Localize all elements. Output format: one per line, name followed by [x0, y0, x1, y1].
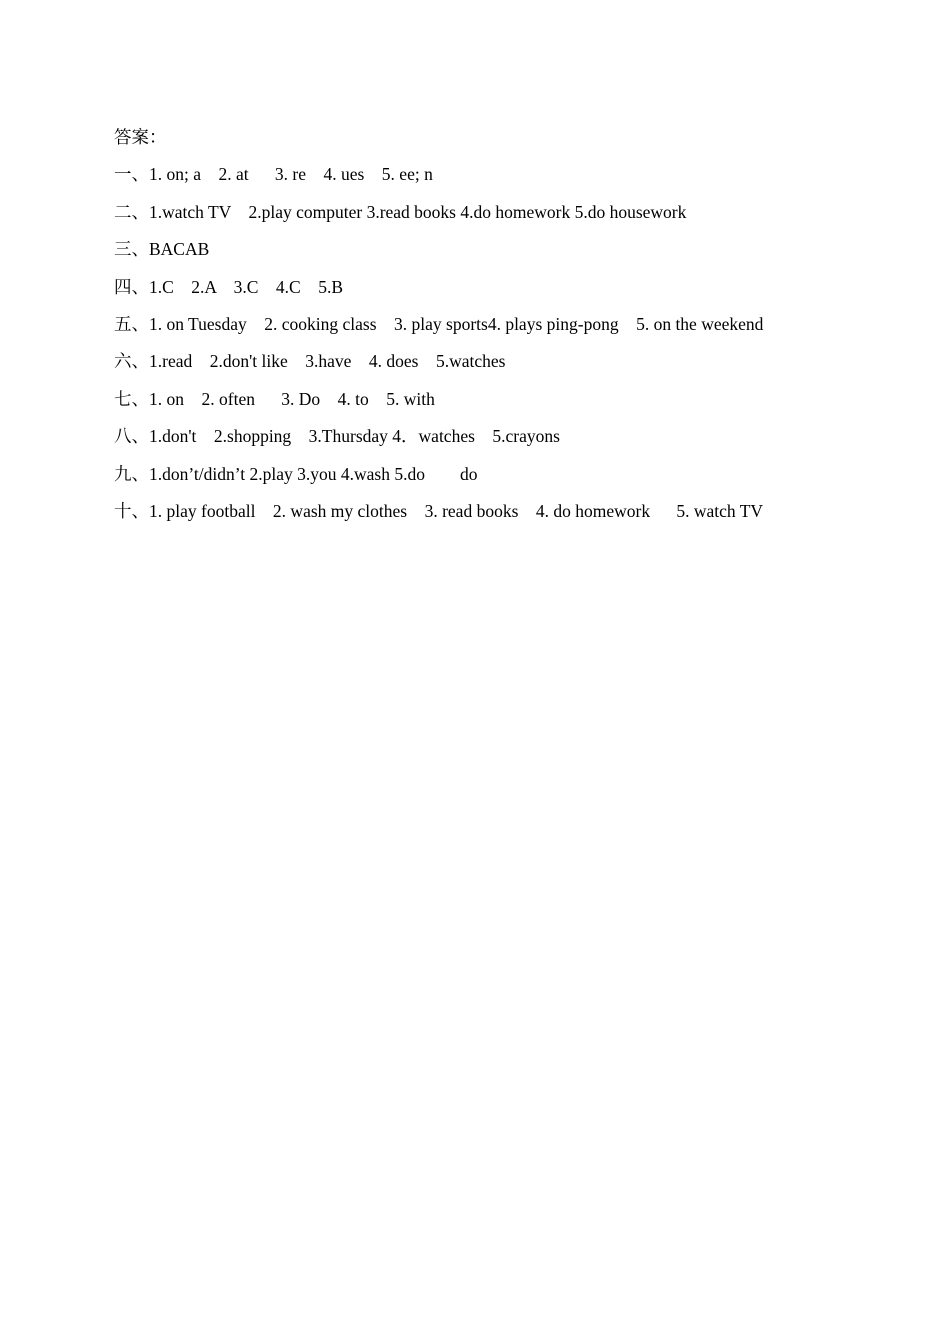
answer-line-8: 八、1.don't 2.shopping 3.Thursday 4．watches 5.crayons	[114, 426, 560, 447]
answer-heading: 答案：	[114, 127, 167, 147]
answer-line-3: 三、BACAB	[114, 239, 210, 260]
answer-line-6: 六、1.read 2.don't like 3.have 4. does 5.watches	[114, 351, 506, 372]
answer-line-4: 四、1.C 2.A 3.C 4.C 5.B	[114, 276, 343, 297]
answer-line-1: 一、1. on; a 2. at 3. re 4. ues 5. ee; n	[114, 164, 433, 185]
answer-line-5: 五、1. on Tuesday 2. cooking class 3. play sports4. plays ping-pong 5. on the weekend	[114, 313, 764, 334]
answer-key	[114, 119, 914, 530]
answer-line-7: 七、1. on 2. often 3. Do 4. to 5. with	[114, 388, 435, 409]
answer-line-2: 二、1.watch TV 2.play computer 3.read books 4.do homework 5.do housework	[114, 201, 687, 222]
answer-line-9: 九、1.don’t/didn’t 2.play 3.you 4.wash 5.do do	[114, 463, 478, 484]
answer-line-10: 十、1. play football 2. wash my clothes 3. read books 4. do homework 5. watch TV	[114, 500, 764, 521]
